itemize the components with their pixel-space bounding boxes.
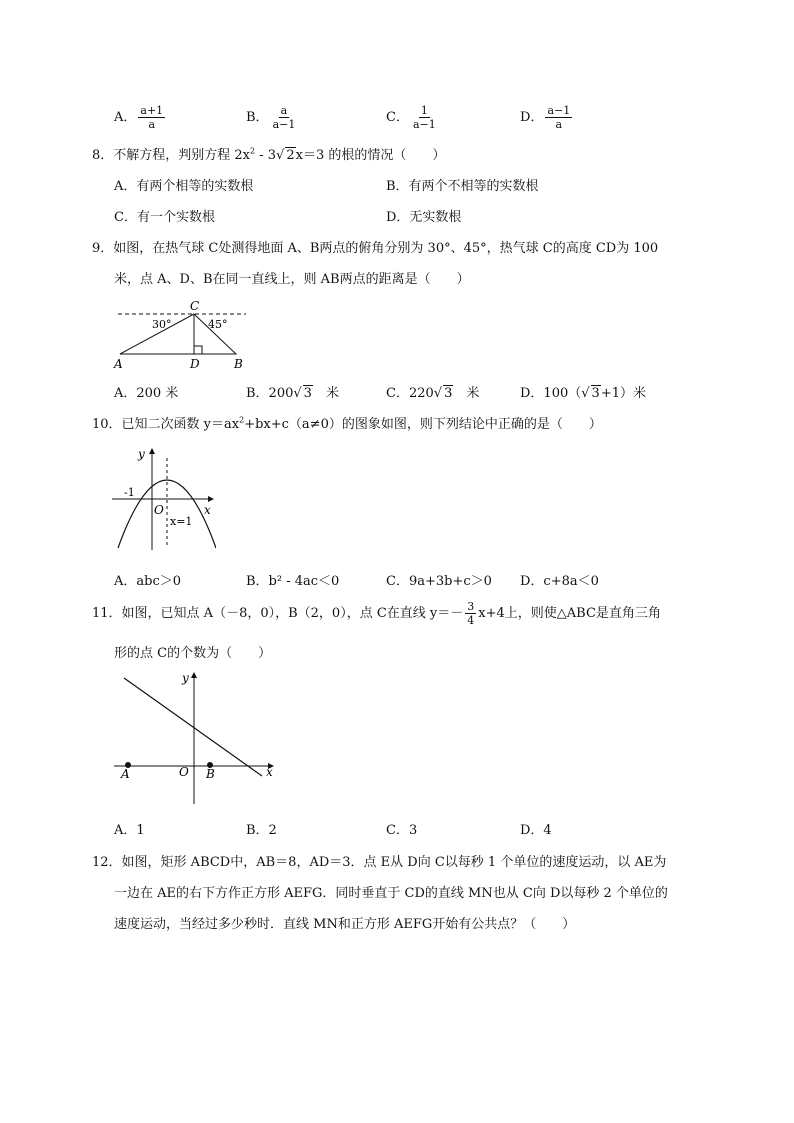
sqrt-sign: √ <box>276 148 285 163</box>
q9-label-d: D <box>190 357 200 371</box>
q9-label-b: B <box>234 357 243 371</box>
q9-figure <box>112 296 252 374</box>
q10-option-d: D．c+8a＜0 <box>520 574 599 589</box>
q8-option-b: B．有两个不相等的实数根 <box>386 179 539 194</box>
q7-option-c: C． $\frac{1}{a-1}$ <box>386 104 436 131</box>
q10-x-arrow <box>208 496 214 502</box>
q9-option-b: B．200√ 3 米 <box>246 386 339 401</box>
q10-y-arrow <box>149 448 155 454</box>
q11-y-arrow <box>191 672 197 678</box>
q7-c-fraction: $\frac{1}{a-1}$ <box>412 104 436 131</box>
q11-label-b: B <box>206 767 215 781</box>
q10-option-c: C．9a+3b+c＞0 <box>386 574 492 589</box>
q8-option-d: D．无实数根 <box>386 210 462 225</box>
q11-line <box>124 678 262 776</box>
q12-stem-line1: 12．如图，矩形 ABCD中，AB＝8，AD＝3．点 E从 D向 C以每秒 1 个单位的速度运动，以 AE为 <box>92 855 667 870</box>
q7-option-d: D． $\frac{a-1}{a}$ <box>520 104 571 131</box>
q9-label-c: C <box>190 299 200 313</box>
q11-option-c: C．3 <box>386 823 418 838</box>
q11-stem-line1: 11．如图，已知点 A（－8，0），B（2，0），点 C在直线 y＝－ $\frac{3}{4}$ x+4上，则使△ABC是直角三角 <box>92 600 661 627</box>
q7-b-fraction: $\frac{a}{a-1}$ <box>272 104 296 131</box>
q10-label-o: O <box>154 503 164 517</box>
q11-label-y: y <box>182 671 189 685</box>
q11-fraction: $\frac{3}{4}$ <box>467 600 475 627</box>
q9-label-a: A <box>114 357 123 371</box>
q11-stem-line2: 形的点 C的个数为（ ） <box>114 646 272 661</box>
q7-d-fraction: $\frac{a-1}{a}$ <box>547 104 571 131</box>
q11-option-d: D．4 <box>520 823 552 838</box>
q10-label-x1: x=1 <box>170 515 193 528</box>
q8-stem: 8．不解方程，判别方程 $2x^2 - 3√$ 2x＝3 的根的情况（ ） <box>92 146 446 163</box>
q10-figure <box>112 442 216 552</box>
q7-a-fraction: $\frac{a+1}{a}$ <box>140 104 164 131</box>
q8-option-c: C．有一个实数根 <box>114 210 215 225</box>
q9-label-30: 30° <box>152 318 172 331</box>
q7-option-a: A． $\frac{a+1}{a}$ <box>114 104 164 131</box>
q7-option-b: B． $\frac{a}{a-1}$ <box>246 104 296 131</box>
q8-option-a: A．有两个相等的实数根 <box>114 179 254 194</box>
q9-stem-line2: 米，点 A、D、B在同一直线上，则 AB两点的距离是（ ） <box>114 272 470 287</box>
q9-option-c: C．220√ 3 米 <box>386 386 480 401</box>
q12-stem-line2: 一边在 AE的右下方作正方形 AEFG．同时垂直于 CD的直线 MN也从 C向 D以每秒 2 个单位的 <box>114 886 668 901</box>
q9-right-angle-mark <box>194 346 202 354</box>
q11-option-a: A．1 <box>114 823 145 838</box>
q9-option-a: A．200 米 <box>114 386 179 401</box>
q9-stem-line1: 9．如图，在热气球 C处测得地面 A、B两点的俯角分别为 30°、45°，热气球 C的高度 CD为 100 <box>92 241 659 256</box>
q11-label-x: x <box>266 765 273 779</box>
q11-option-b: B．2 <box>246 823 277 838</box>
q11-figure <box>112 668 278 808</box>
q10-label-x: x <box>204 503 211 517</box>
q11-label-o: O <box>179 765 189 779</box>
q10-label-y: y <box>138 447 145 461</box>
q10-stem: 10．已知二次函数 $y=ax^2+bx+c(a\ne 0)$的图象如图，则下列结论中正确的是（ ） <box>92 415 602 432</box>
q11-label-a: A <box>121 767 130 781</box>
q12-stem-line3: 速度运动，当经过多少秒时．直线 MN和正方形 AEFG开始有公共点？（ ） <box>114 917 576 932</box>
q10-label-neg1: -1 <box>124 486 135 499</box>
q10-option-a: A．abc＞0 <box>114 574 182 589</box>
q10-option-b: B．b² - 4ac＜0 <box>246 574 340 589</box>
q9-label-45: 45° <box>208 318 228 331</box>
q9-option-d: D．100（√ 3+1）米 <box>520 386 646 401</box>
